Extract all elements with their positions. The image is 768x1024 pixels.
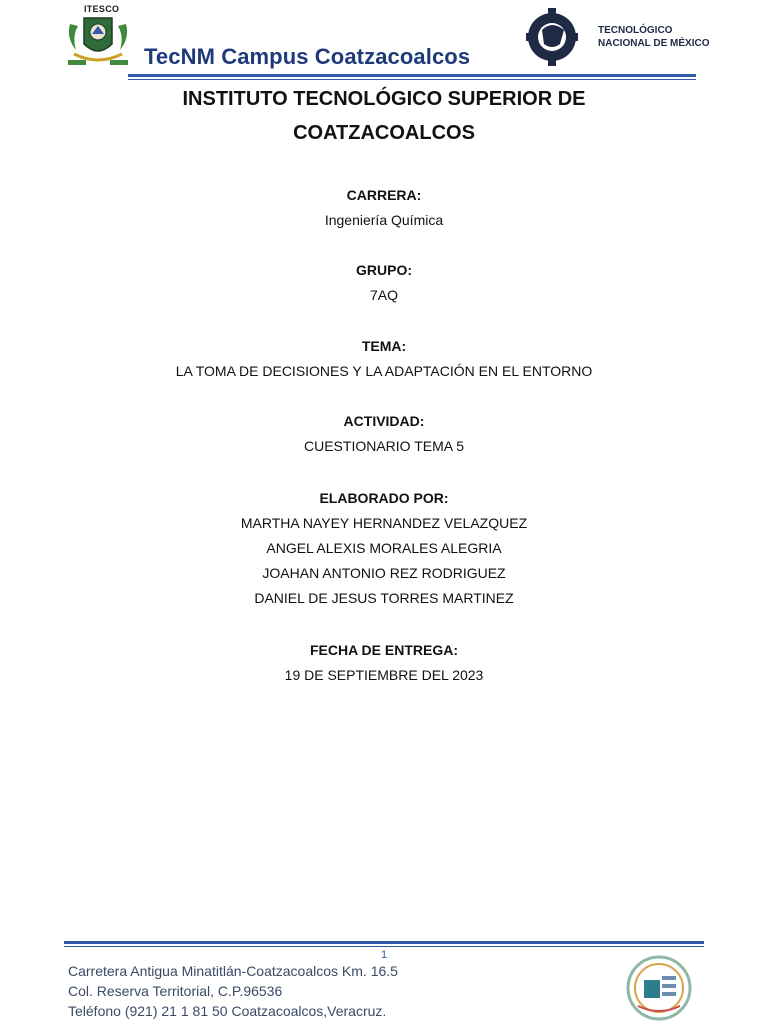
- fecha-section: [0, 637, 768, 688]
- fecha-label: FECHA DE ENTREGA:: [309, 642, 459, 658]
- tema-label: TEMA:: [361, 338, 407, 354]
- institute-title: [0, 82, 768, 150]
- grupo-value: 7AQ: [369, 287, 398, 303]
- itesco-label: ITESCO: [84, 4, 120, 14]
- header-divider: [128, 74, 696, 77]
- institute-title-line1: INSTITUTO TECNOLÓGICO SUPERIOR DE: [182, 88, 586, 110]
- address-line: Carretera Antigua Minatitlán-Coatzacoalcos Km. 16.5: [68, 963, 398, 979]
- footer-divider: [64, 941, 704, 944]
- grupo-section: [0, 257, 768, 308]
- carrera-value: Ingeniería Química: [324, 212, 444, 228]
- educational-seal-icon: [622, 954, 696, 1022]
- campus-title: TecNM Campus Coatzacoalcos: [144, 44, 471, 69]
- address-line: Teléfono (921) 21 1 81 50 Coatzacoalcos,Veracruz.: [68, 1003, 387, 1019]
- page-number: 1: [380, 949, 388, 961]
- page-header: [0, 0, 768, 82]
- tecnm-line1: TECNOLÓGICO: [598, 25, 673, 36]
- institute-title-line2: COATZACOALCOS: [293, 122, 475, 144]
- grupo-label: GRUPO:: [356, 262, 412, 278]
- tema-section: [0, 333, 768, 384]
- author-name: DANIEL DE JESUS TORRES MARTINEZ: [254, 590, 514, 606]
- footer-divider-thin: [64, 946, 704, 947]
- cover-content: [0, 82, 768, 688]
- author-name: JOAHAN ANTONIO REZ RODRIGUEZ: [262, 565, 506, 581]
- tecnm-wordmark: [598, 24, 710, 50]
- author-name: ANGEL ALEXIS MORALES ALEGRIA: [266, 540, 502, 556]
- tema-value: LA TOMA DE DECISIONES Y LA ADAPTACIÓN EN EL ENTORNO: [175, 363, 593, 379]
- author-name: MARTHA NAYEY HERNANDEZ VELAZQUEZ: [240, 515, 528, 531]
- elaborado-label: ELABORADO POR:: [319, 490, 449, 506]
- actividad-section: [0, 408, 768, 459]
- carrera-label: CARRERA:: [346, 187, 422, 203]
- tecnm-logo: [526, 4, 582, 70]
- footer-address: [68, 961, 398, 1021]
- carrera-section: [0, 182, 768, 233]
- fecha-value: 19 DE SEPTIEMBRE DEL 2023: [284, 667, 484, 683]
- header-divider-thin: [128, 79, 696, 80]
- actividad-value: CUESTIONARIO TEMA 5: [304, 438, 464, 454]
- tecnm-line2: NACIONAL DE MÉXICO: [598, 38, 710, 49]
- address-line: Col. Reserva Territorial, C.P.96536: [68, 983, 283, 999]
- actividad-label: ACTIVIDAD:: [343, 413, 425, 429]
- elaborado-section: [0, 485, 768, 611]
